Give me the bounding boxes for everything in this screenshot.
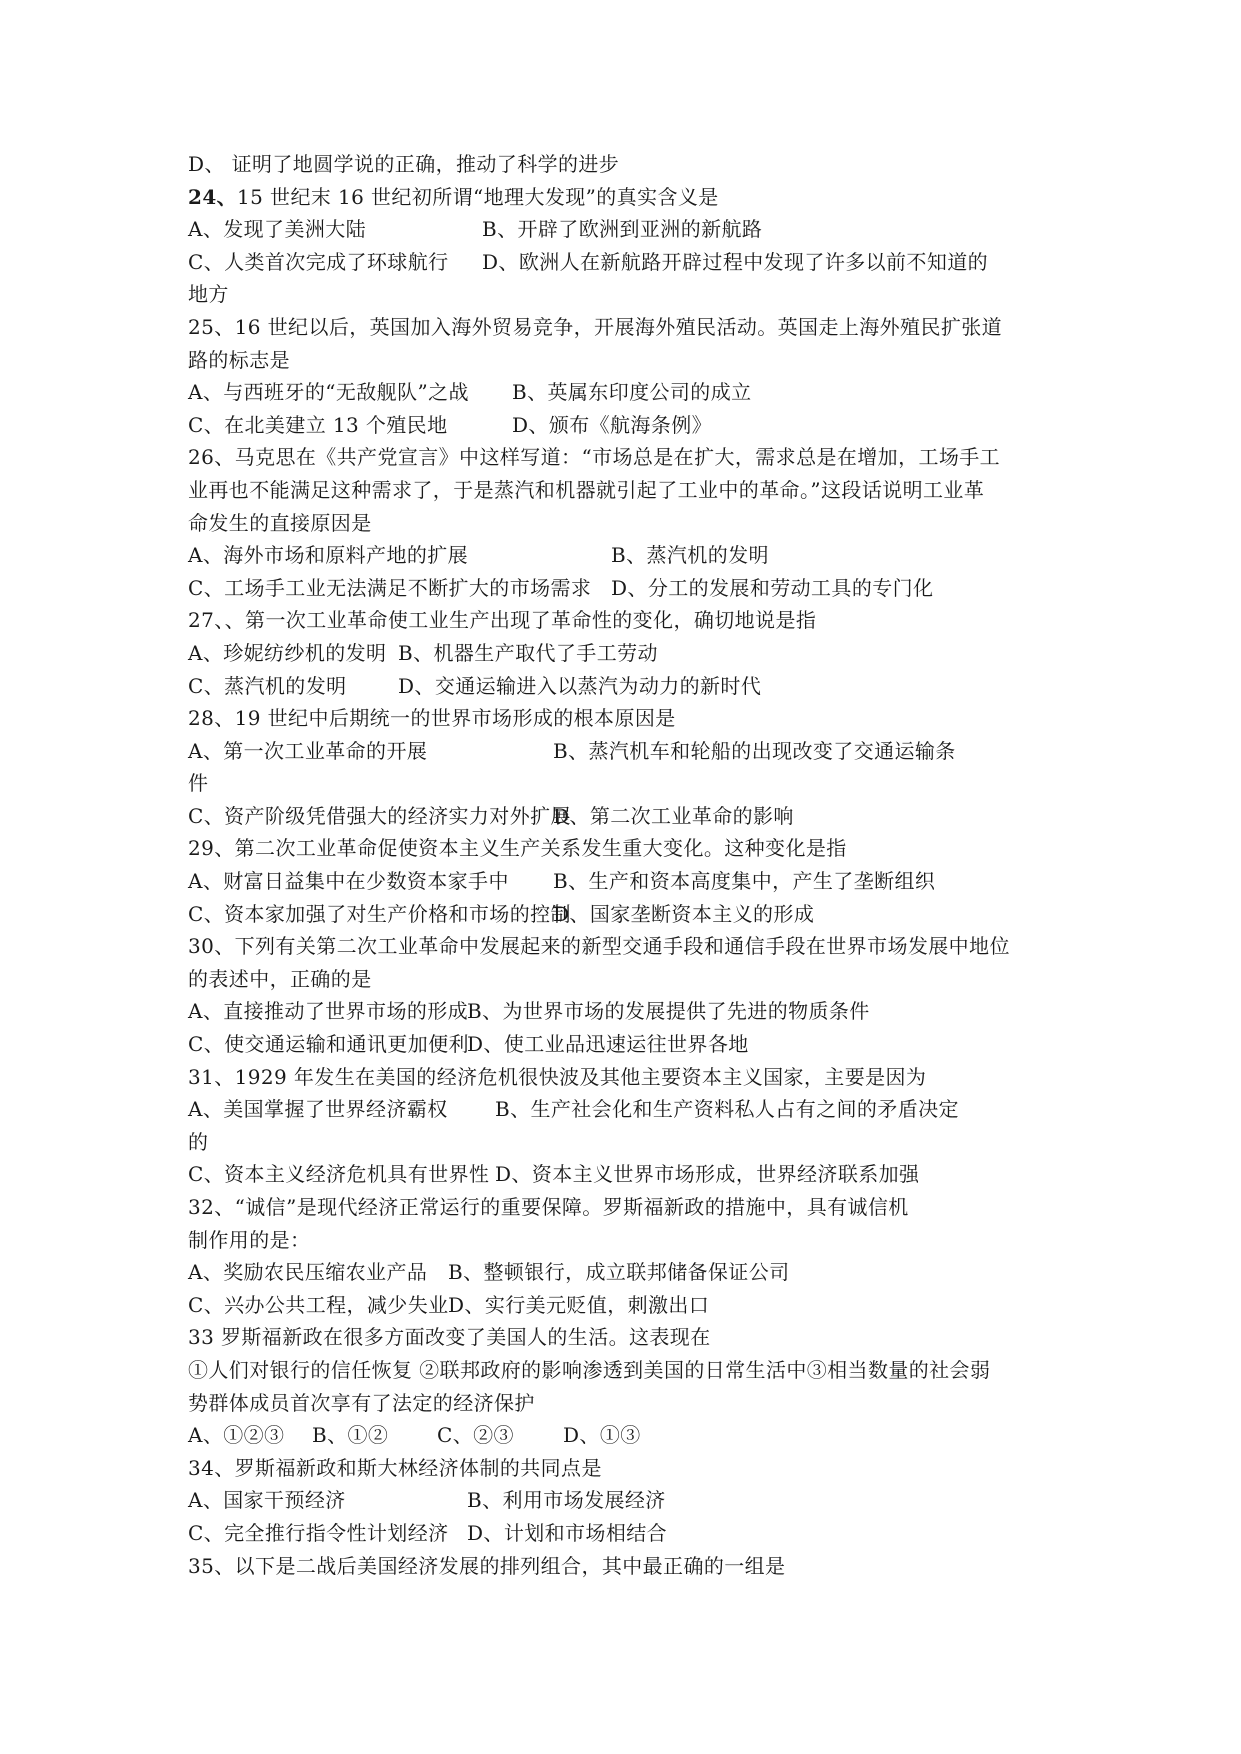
text-line (188, 832, 1068, 865)
option-right: D、资本主义世界市场形成，世界经济联系加强 (495, 1162, 920, 1187)
text-line (188, 1484, 1068, 1517)
text-line (188, 767, 1068, 800)
text-line (188, 604, 1068, 637)
text-line (188, 1289, 1068, 1322)
option-b: B、①② (312, 1423, 389, 1448)
question-number: 24、 (188, 184, 238, 209)
option-left: A、奖励农民压缩农业产品 (188, 1260, 428, 1285)
line-text: 件 (188, 771, 209, 796)
option-right: D、计划和市场相结合 (467, 1520, 668, 1545)
line-text: 27、、第一次工业革命使工业生产出现了革命性的变化，确切地说是指 (188, 608, 817, 633)
text-line (188, 1321, 1068, 1354)
line-text: 32、“诚信”是现代经济正常运行的重要保障。罗斯福新政的措施中，具有诚信机 (188, 1195, 909, 1219)
option-left: C、使交通运输和通讯更加便利 (188, 1032, 469, 1057)
text-line (188, 1191, 1068, 1224)
line-text: 路的标志是 (188, 347, 290, 372)
line-text: 的表述中，正确的是 (188, 966, 372, 991)
option-right: D、使工业品迅速运往世界各地 (467, 1032, 749, 1057)
option-left: C、在北美建立 13 个殖民地 (188, 412, 448, 437)
text-line (188, 1419, 1068, 1452)
text-line (188, 670, 1068, 703)
option-right: D、第二次工业革命的影响 (553, 803, 794, 828)
text-line (188, 1387, 1068, 1420)
option-left: A、美国掌握了世界经济霸权 (188, 1097, 448, 1122)
option-left: A、第一次工业革命的开展 (188, 738, 428, 763)
option-left: C、工场手工业无法满足不断扩大的市场需求 (188, 575, 592, 600)
text-line (188, 1354, 1068, 1387)
option-left: A、国家干预经济 (188, 1488, 346, 1513)
option-right: B、生产社会化和生产资料私人占有之间的矛盾决定 (495, 1097, 959, 1122)
line-text: 34、罗斯福新政和斯大林经济体制的共同点是 (188, 1455, 602, 1480)
text-line (188, 441, 1068, 474)
option-right: B、整顿银行，成立联邦储备保证公司 (448, 1260, 790, 1285)
option-a: A、①②③ (188, 1423, 285, 1448)
option-right: B、生产和资本高度集中，产生了垄断组织 (553, 869, 936, 894)
line-text: 28、19 世纪中后期统一的世界市场形成的根本原因是 (188, 706, 676, 731)
option-left: C、人类首次完成了环球航行 (188, 249, 449, 274)
line-text: 的 (188, 1129, 209, 1154)
text-line (188, 1517, 1068, 1550)
text-line (188, 181, 1068, 214)
line-text: 29、第二次工业革命促使资本主义生产关系发生重大变化。这种变化是指 (188, 836, 847, 861)
line-text: 制作用的是： (188, 1227, 311, 1252)
text-line (188, 1028, 1068, 1061)
option-right: B、为世界市场的发展提供了先进的物质条件 (467, 999, 870, 1024)
text-line (188, 1224, 1068, 1257)
text-line (188, 1093, 1068, 1126)
text-line (188, 963, 1068, 996)
line-text: 命发生的直接原因是 (188, 510, 372, 535)
text-line (188, 507, 1068, 540)
option-right: D、分工的发展和劳动工具的专门化 (611, 575, 934, 600)
line-text: 35、以下是二战后美国经济发展的排列组合，其中最正确的一组是 (188, 1553, 786, 1578)
option-right: B、蒸汽机车和轮船的出现改变了交通运输条 (553, 738, 956, 763)
text-line (188, 930, 1068, 963)
text-line (188, 344, 1068, 377)
text-line (188, 409, 1068, 442)
text-line (188, 1158, 1068, 1191)
option-right: B、开辟了欧洲到亚洲的新航路 (482, 217, 763, 242)
text-line (188, 800, 1068, 833)
option-left: C、资本主义经济危机具有世界性 (188, 1162, 490, 1187)
option-right: D、颁布《航海条例》 (512, 412, 713, 437)
text-line (188, 539, 1068, 572)
text-line (188, 1452, 1068, 1485)
text-line (188, 213, 1068, 246)
line-text: 势群体成员首次享有了法定的经济保护 (188, 1390, 535, 1415)
option-left: C、资本家加强了对生产价格和市场的控制 (188, 901, 571, 926)
option-right: B、利用市场发展经济 (467, 1488, 666, 1513)
option-left: C、蒸汽机的发明 (188, 673, 347, 698)
text-line (188, 572, 1068, 605)
question-text: 15 世纪末 16 世纪初所谓“地理大发现”的真实含义是 (237, 184, 719, 209)
option-left: A、与西班牙的“无敌舰队”之战 (188, 380, 469, 405)
option-left: C、兴办公共工程，减少失业 (188, 1292, 449, 1317)
option-left: C、完全推行指令性计划经济 (188, 1520, 449, 1545)
option-left: A、珍妮纺纱机的发明 (188, 640, 387, 665)
line-text: 31、1929 年发生在美国的经济危机很快波及其他主要资本主义国家，主要是因为 (188, 1064, 927, 1089)
text-line (188, 474, 1068, 507)
text-line (188, 735, 1068, 768)
exam-content (188, 148, 1068, 1582)
line-text: 25、16 世纪以后，英国加入海外贸易竞争，开展海外殖民活动。英国走上海外殖民扩张道 (188, 314, 1003, 339)
text-line (188, 702, 1068, 735)
text-line (188, 995, 1068, 1028)
text-line (188, 278, 1068, 311)
option-d: D、①③ (563, 1423, 641, 1448)
line-text: 30、下列有关第二次工业革命中发展起来的新型交通手段和通信手段在世界市场发展中地位 (188, 934, 1010, 959)
text-line (188, 1550, 1068, 1583)
option-right: D、实行美元贬值，刺激出口 (448, 1292, 710, 1317)
option-right: B、机器生产取代了手工劳动 (398, 640, 658, 665)
text-line (188, 148, 1068, 181)
text-line (188, 311, 1068, 344)
option-right: D、欧洲人在新航路开辟过程中发现了许多以前不知道的 (482, 249, 989, 274)
option-c: C、②③ (437, 1423, 514, 1448)
option-left: A、海外市场和原料产地的扩展 (188, 543, 469, 568)
option-right: B、英属东印度公司的成立 (512, 380, 752, 405)
option-left: A、直接推动了世界市场的形成 (188, 999, 469, 1024)
option-right: D、国家垄断资本主义的形成 (553, 901, 815, 926)
text-line (188, 1256, 1068, 1289)
text-line (188, 1061, 1068, 1094)
line-text: 33 罗斯福新政在很多方面改变了美国人的生活。这表现在 (188, 1325, 711, 1350)
option-left: A、发现了美洲大陆 (188, 217, 367, 242)
text-line (188, 898, 1068, 931)
line-text: 地方 (188, 282, 229, 307)
line-text: 26、马克思在《共产党宣言》中这样写道：“市场总是在扩大，需求总是在增加，工场手工 (188, 445, 1001, 470)
text-line (188, 246, 1068, 279)
text-line (188, 376, 1068, 409)
option-left: C、资产阶级凭借强大的经济实力对外扩展 (188, 803, 571, 828)
line-text: 业再也不能满足这种需求了，于是蒸汽和机器就引起了工业中的革命。”这段话说明工业革 (188, 477, 985, 502)
text-line (188, 865, 1068, 898)
option-right: B、蒸汽机的发明 (611, 543, 769, 568)
option-left: A、财富日益集中在少数资本家手中 (188, 869, 509, 894)
line-text: D、 证明了地圆学说的正确，推动了科学的进步 (188, 152, 620, 176)
option-right: D、交通运输进入以蒸汽为动力的新时代 (398, 673, 762, 698)
line-text: ①人们对银行的信任恢复 ②联邦政府的影响渗透到美国的日常生活中③相当数量的社会弱 (188, 1357, 991, 1382)
text-line (188, 637, 1068, 670)
text-line (188, 1126, 1068, 1159)
